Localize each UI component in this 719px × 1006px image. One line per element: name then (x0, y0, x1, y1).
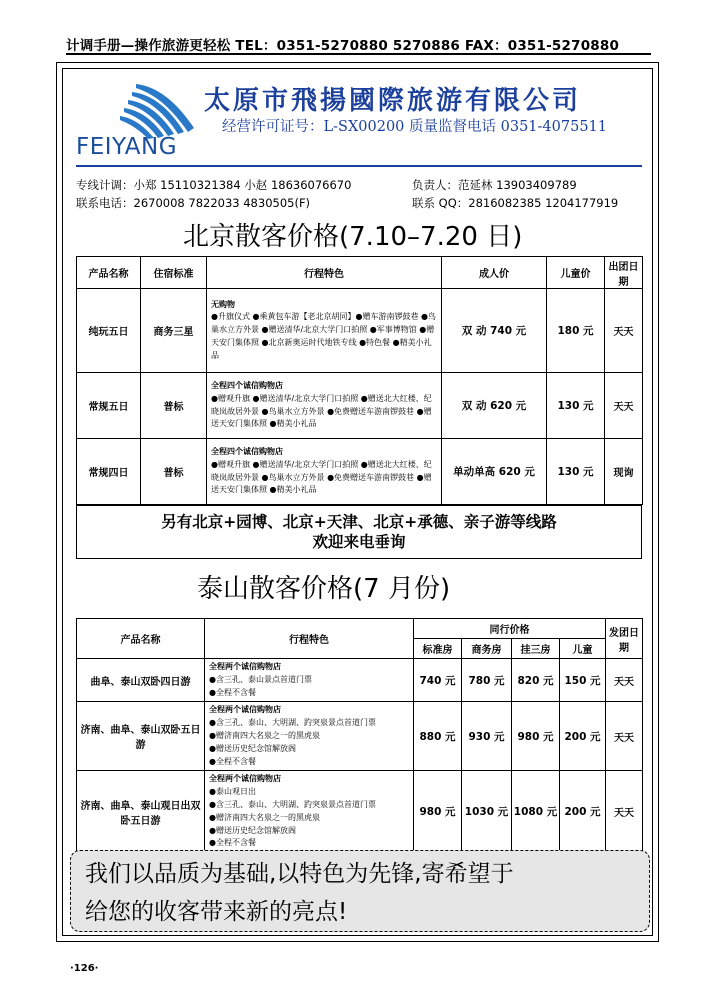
table-row (77, 659, 643, 702)
adult-price: 双 动 740 元 (442, 289, 547, 373)
table-header-row (77, 257, 643, 289)
feature-heading: 全程四个诚信购物店 (211, 446, 283, 456)
page-header: 计调手册—操作旅游更轻松 TEL：0351-5270880 5270886 FAX：0351-5270880 (66, 38, 620, 54)
itinerary-features (205, 702, 414, 771)
contact-manager: 负责人：范延林 13903409789 (412, 178, 577, 192)
departure-date: 现询 (605, 439, 643, 505)
table-row (77, 702, 643, 771)
child-price: 180 元 (547, 289, 605, 373)
taishan-title: 泰山散客价格(7 月份) (197, 574, 451, 604)
feature-heading: 全程四个诚信购物店 (211, 380, 283, 390)
standard-price: 980 元 (414, 771, 462, 853)
slogan-line: 我们以品质为基础,以特色为先锋,寄希望于 (85, 861, 514, 887)
taishan-price-table (76, 618, 643, 853)
product-name: 常规四日 (77, 439, 141, 505)
slogan-box (70, 850, 650, 932)
itinerary-features (207, 373, 442, 439)
feature-line: ●含三孔、泰山景点首道门票 (209, 674, 312, 684)
departure-date: 天天 (605, 373, 643, 439)
feature-line: ●全程不含餐 (209, 838, 256, 848)
feature-line: ●全程不含餐 (209, 687, 256, 697)
col-header: 成人价 (442, 257, 547, 289)
child-price: 150 元 (560, 659, 606, 702)
itinerary-features (207, 289, 442, 373)
adult-price: 单动单高 620 元 (442, 439, 547, 505)
feature-line: ●赠济南四大名泉之一的黑虎泉 (209, 812, 320, 822)
child-price: 200 元 (560, 771, 606, 853)
feature-line: ●泰山观日出 (209, 787, 256, 797)
adult-price: 双 动 620 元 (442, 373, 547, 439)
product-name: 曲阜、泰山双卧四日游 (77, 659, 205, 702)
child-price: 130 元 (547, 439, 605, 505)
col-header: 行程特色 (205, 619, 414, 659)
triple-price: 980 元 (512, 702, 560, 771)
product-name: 济南、曲阜、泰山观日出双卧五日游 (77, 771, 205, 853)
table-row (77, 373, 643, 439)
feature-line: ●全程不含餐 (209, 756, 256, 766)
business-price: 780 元 (462, 659, 512, 702)
col-header: 挂三房 (512, 639, 560, 659)
contact-phones: 联系电话：2670008 7822033 4830505(F) (76, 196, 311, 210)
business-price: 930 元 (462, 702, 512, 771)
feature-line: ●赠济南四大名泉之一的黑虎泉 (209, 730, 320, 740)
note-line: 欢迎来电垂询 (312, 532, 406, 551)
contact-dispatchers: 专线计调：小郑 15110321384 小赵 18636076670 (76, 178, 352, 192)
departure-date: 天天 (606, 659, 643, 702)
child-price: 130 元 (547, 373, 605, 439)
feature-line: ●含三孔、泰山、大明湖、趵突泉景点首道门票 (209, 799, 376, 809)
hotel-standard: 普标 (141, 439, 207, 505)
feature-line: ●赠送历史纪念馆解放阁 (209, 825, 296, 835)
col-header: 产品名称 (77, 257, 141, 289)
feature-heading: 全程两个诚信购物店 (209, 774, 281, 784)
business-price: 1030 元 (462, 771, 512, 853)
standard-price: 740 元 (414, 659, 462, 702)
col-header: 产品名称 (77, 619, 205, 659)
triple-price: 1080 元 (512, 771, 560, 853)
contact-qq: 联系 QQ：2816082385 1204177919 (412, 196, 619, 210)
col-header: 儿童 (560, 639, 606, 659)
note-line: 另有北京+园博、北京+天津、北京+承德、亲子游等线路 (161, 512, 557, 531)
feature-line: ●赠送历史纪念馆解放阁 (209, 743, 296, 753)
departure-date: 天天 (606, 702, 643, 771)
itinerary-features (207, 439, 442, 505)
header-rule (66, 53, 651, 55)
col-header: 同行价格 (414, 619, 606, 639)
table-row (77, 439, 643, 505)
col-header: 儿童价 (547, 257, 605, 289)
feature-text: ●赠观升旗 ●赠送清华/北京大学门口拍照 ●赠送北大红楼、纪晓岚故居外景 ●鸟巢水立方外景 ●免费赠送车游南锣鼓巷 ●赠送天安门集体照 ●精美小礼品 (211, 393, 432, 429)
beijing-price-table (76, 256, 643, 505)
hotel-standard: 商务三星 (141, 289, 207, 373)
feature-heading: 无购物 (211, 299, 235, 309)
table-row (77, 289, 643, 373)
beijing-note (76, 505, 642, 559)
departure-date: 天天 (606, 771, 643, 853)
logo-wordmark: FEIYANG (76, 134, 178, 160)
standard-price: 880 元 (414, 702, 462, 771)
feature-heading: 全程两个诚信购物店 (209, 662, 281, 671)
product-name: 常规五日 (77, 373, 141, 439)
blue-divider (76, 165, 642, 167)
triple-price: 820 元 (512, 659, 560, 702)
col-header: 住宿标准 (141, 257, 207, 289)
itinerary-features (205, 659, 414, 702)
feature-text: ●升旗仪式 ●乘黄包车游【老北京胡同】●赠车游南锣鼓巷 ●鸟巢水立方外景 ●赠送清华/北京大学门口拍照 ●军事博物馆 ●赠天安门集体照 ●北京新奥运时代地铁专线 ●特色餐 ●精美小礼品 (211, 312, 437, 360)
col-header: 标准房 (414, 639, 462, 659)
slogan-line: 给您的收客带来新的亮点! (85, 899, 348, 925)
table-header-row (77, 619, 643, 639)
product-name: 济南、曲阜、泰山双卧五日游 (77, 702, 205, 771)
page-number: ·126· (70, 963, 99, 974)
hotel-standard: 普标 (141, 373, 207, 439)
feature-text: ●赠观升旗 ●赠送清华/北京大学门口拍照 ●赠送北大红楼、纪晓岚故居外景 ●鸟巢水立方外景 ●免费赠送车游南锣鼓巷 ●赠送天安门集体照 ●精美小礼品 (211, 459, 432, 495)
col-header: 出团日期 (605, 257, 643, 289)
license-info: 经营许可证号：L-SX00200 质量监督电话 0351-4075511 (222, 119, 608, 135)
feature-heading: 全程两个诚信购物店 (209, 705, 281, 715)
col-header: 商务房 (462, 639, 512, 659)
child-price: 200 元 (560, 702, 606, 771)
product-name: 纯玩五日 (77, 289, 141, 373)
col-header: 发团日期 (606, 619, 643, 659)
col-header: 行程特色 (207, 257, 442, 289)
feature-line: ●含三孔、泰山、大明湖、趵突泉景点首道门票 (209, 718, 376, 728)
company-name: 太原市飛揚國際旅游有限公司 (204, 86, 582, 116)
table-row (77, 771, 643, 853)
departure-date: 天天 (605, 289, 643, 373)
itinerary-features (205, 771, 414, 853)
beijing-title: 北京散客价格(7.10–7.20 日) (183, 222, 523, 252)
